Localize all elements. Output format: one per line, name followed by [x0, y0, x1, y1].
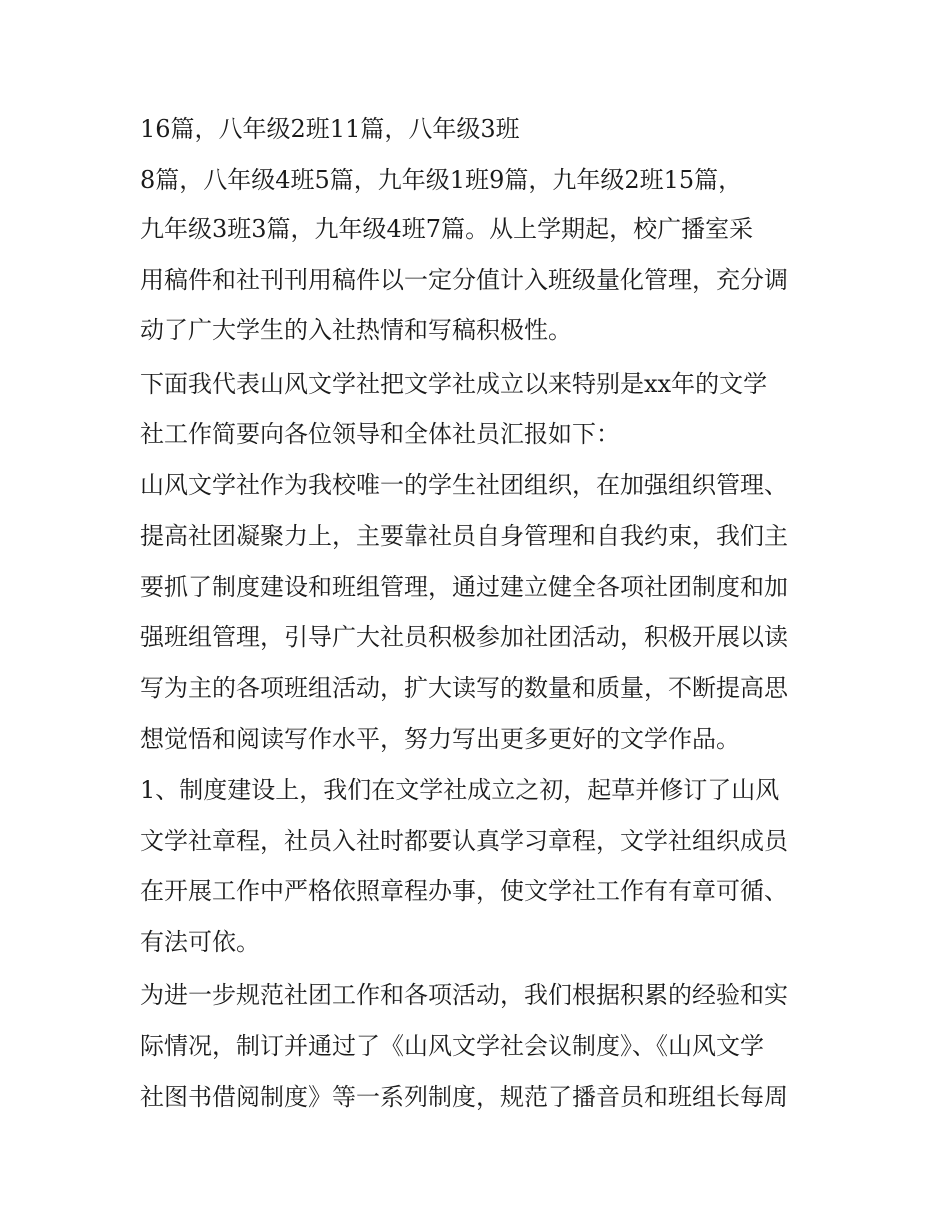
- text-line-15: 文学社章程，社员入社时都要认真学习章程，文学社组织成员: [140, 827, 788, 855]
- text-line-9: 提高社团凝聚力上，主要靠社员自身管理和自我约束，我们主: [140, 522, 788, 550]
- text-line-13: 想觉悟和阅读写作水平，努力写出更多更好的文学作品。: [140, 725, 740, 753]
- text-line-18: 为进一步规范社团工作和各项活动，我们根据积累的经验和实: [140, 981, 788, 1009]
- text-line-17: 有法可依。: [140, 928, 260, 956]
- text-line-14: 1、制度建设上，我们在文学社成立之初，起草并修订了山风: [140, 776, 780, 804]
- text-line-4: 用稿件和社刊刊用稿件以一定分值计入班级量化管理，充分调: [140, 266, 788, 294]
- text-line-20: 社图书借阅制度》等一系列制度，规范了播音员和班组长每周: [140, 1083, 788, 1111]
- text-line-6: 下面我代表山风文学社把文学社成立以来特别是xx年的文学: [140, 370, 768, 398]
- text-line-8: 山风文学社作为我校唯一的学生社团组织，在加强组织管理、: [140, 471, 788, 499]
- text-line-16: 在开展工作中严格依照章程办事，使文学社工作有有章可循、: [140, 877, 788, 905]
- text-line-10: 要抓了制度建设和班组管理，通过建立健全各项社团制度和加: [140, 573, 788, 601]
- text-line-1: 16篇，八年级2班11篇，八年级3班: [140, 115, 520, 143]
- text-line-7: 社工作简要向各位领导和全体社员汇报如下：: [140, 420, 620, 448]
- text-line-11: 强班组管理，引导广大社员积极参加社团活动，积极开展以读: [140, 623, 788, 651]
- text-line-5: 动了广大学生的入社热情和写稿积极性。: [140, 316, 572, 344]
- text-line-3: 九年级3班3篇，九年级4班7篇。从上学期起，校广播室采: [140, 215, 754, 243]
- text-line-12: 写为主的各项班组活动，扩大读写的数量和质量，不断提高思: [140, 674, 788, 702]
- text-line-19: 际情况，制订并通过了《山风文学社会议制度》、《山风文学: [140, 1032, 764, 1060]
- text-line-2: 8篇，八年级4班5篇，九年级1班9篇，九年级2班15篇，: [140, 166, 743, 194]
